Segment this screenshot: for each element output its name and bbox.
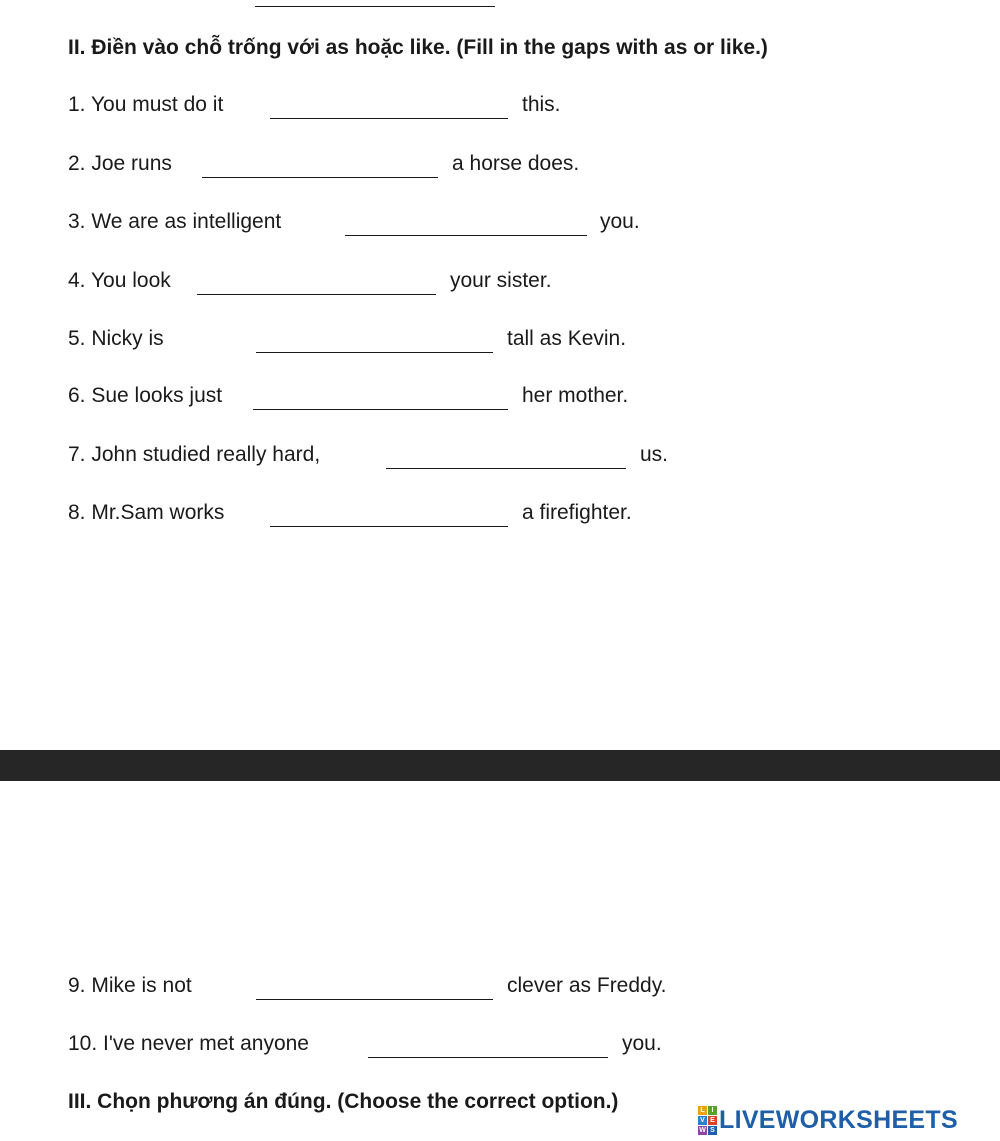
item-7-text: 7. John studied really hard, xyxy=(68,443,321,466)
item-10-blank[interactable] xyxy=(368,1057,608,1058)
item-8-text: 8. Mr.Sam works xyxy=(68,501,225,524)
item-8-blank[interactable] xyxy=(270,526,508,527)
item-4-blank[interactable] xyxy=(197,294,436,295)
logo-letter: S xyxy=(708,1126,717,1135)
item-9-text: 9. Mike is not xyxy=(68,974,192,997)
item-5-after: tall as Kevin. xyxy=(507,327,627,350)
cut-off-blank-line xyxy=(255,6,495,7)
logo-letter: I xyxy=(708,1106,717,1115)
item-5-text: 5. Nicky is xyxy=(68,327,164,350)
logo-text: LIVEWORKSHEETS xyxy=(719,1105,958,1134)
section-2-heading: II. Điền vào chỗ trống với as hoặc like. (Fill in the gaps with as or like.) xyxy=(68,36,768,59)
item-1-text: 1. You must do it xyxy=(68,93,224,116)
logo-mark-icon xyxy=(698,1106,716,1134)
item-2-after: a horse does. xyxy=(452,152,580,175)
liveworksheets-logo xyxy=(698,1104,958,1136)
item-6-blank[interactable] xyxy=(253,409,508,410)
logo-letter: L xyxy=(698,1106,707,1115)
item-6-text: 6. Sue looks just xyxy=(68,384,223,407)
page-break-divider xyxy=(0,750,1000,781)
logo-letter: W xyxy=(699,1127,706,1134)
item-1-after: this. xyxy=(522,93,561,116)
item-1-blank[interactable] xyxy=(270,118,508,119)
logo-letter: V xyxy=(698,1116,707,1125)
item-6-after: her mother. xyxy=(522,384,629,407)
item-8-after: a firefighter. xyxy=(522,501,632,524)
item-4-text: 4. You look xyxy=(68,269,171,292)
item-10-text: 10. I've never met anyone xyxy=(68,1032,309,1055)
item-2-text: 2. Joe runs xyxy=(68,152,172,175)
item-3-text: 3. We are as intelligent xyxy=(68,210,282,233)
section-3-heading: III. Chọn phương án đúng. (Choose the correct option.) xyxy=(68,1090,619,1113)
item-7-blank[interactable] xyxy=(386,468,626,469)
item-5-blank[interactable] xyxy=(256,352,493,353)
logo-letter: E xyxy=(708,1116,717,1125)
item-9-blank[interactable] xyxy=(256,999,493,1000)
item-2-blank[interactable] xyxy=(202,177,438,178)
item-10-after: you. xyxy=(622,1032,662,1055)
item-9-after: clever as Freddy. xyxy=(507,974,667,997)
item-7-after: us. xyxy=(640,443,669,466)
item-3-after: you. xyxy=(600,210,640,233)
item-3-blank[interactable] xyxy=(345,235,587,236)
item-4-after: your sister. xyxy=(450,269,552,292)
